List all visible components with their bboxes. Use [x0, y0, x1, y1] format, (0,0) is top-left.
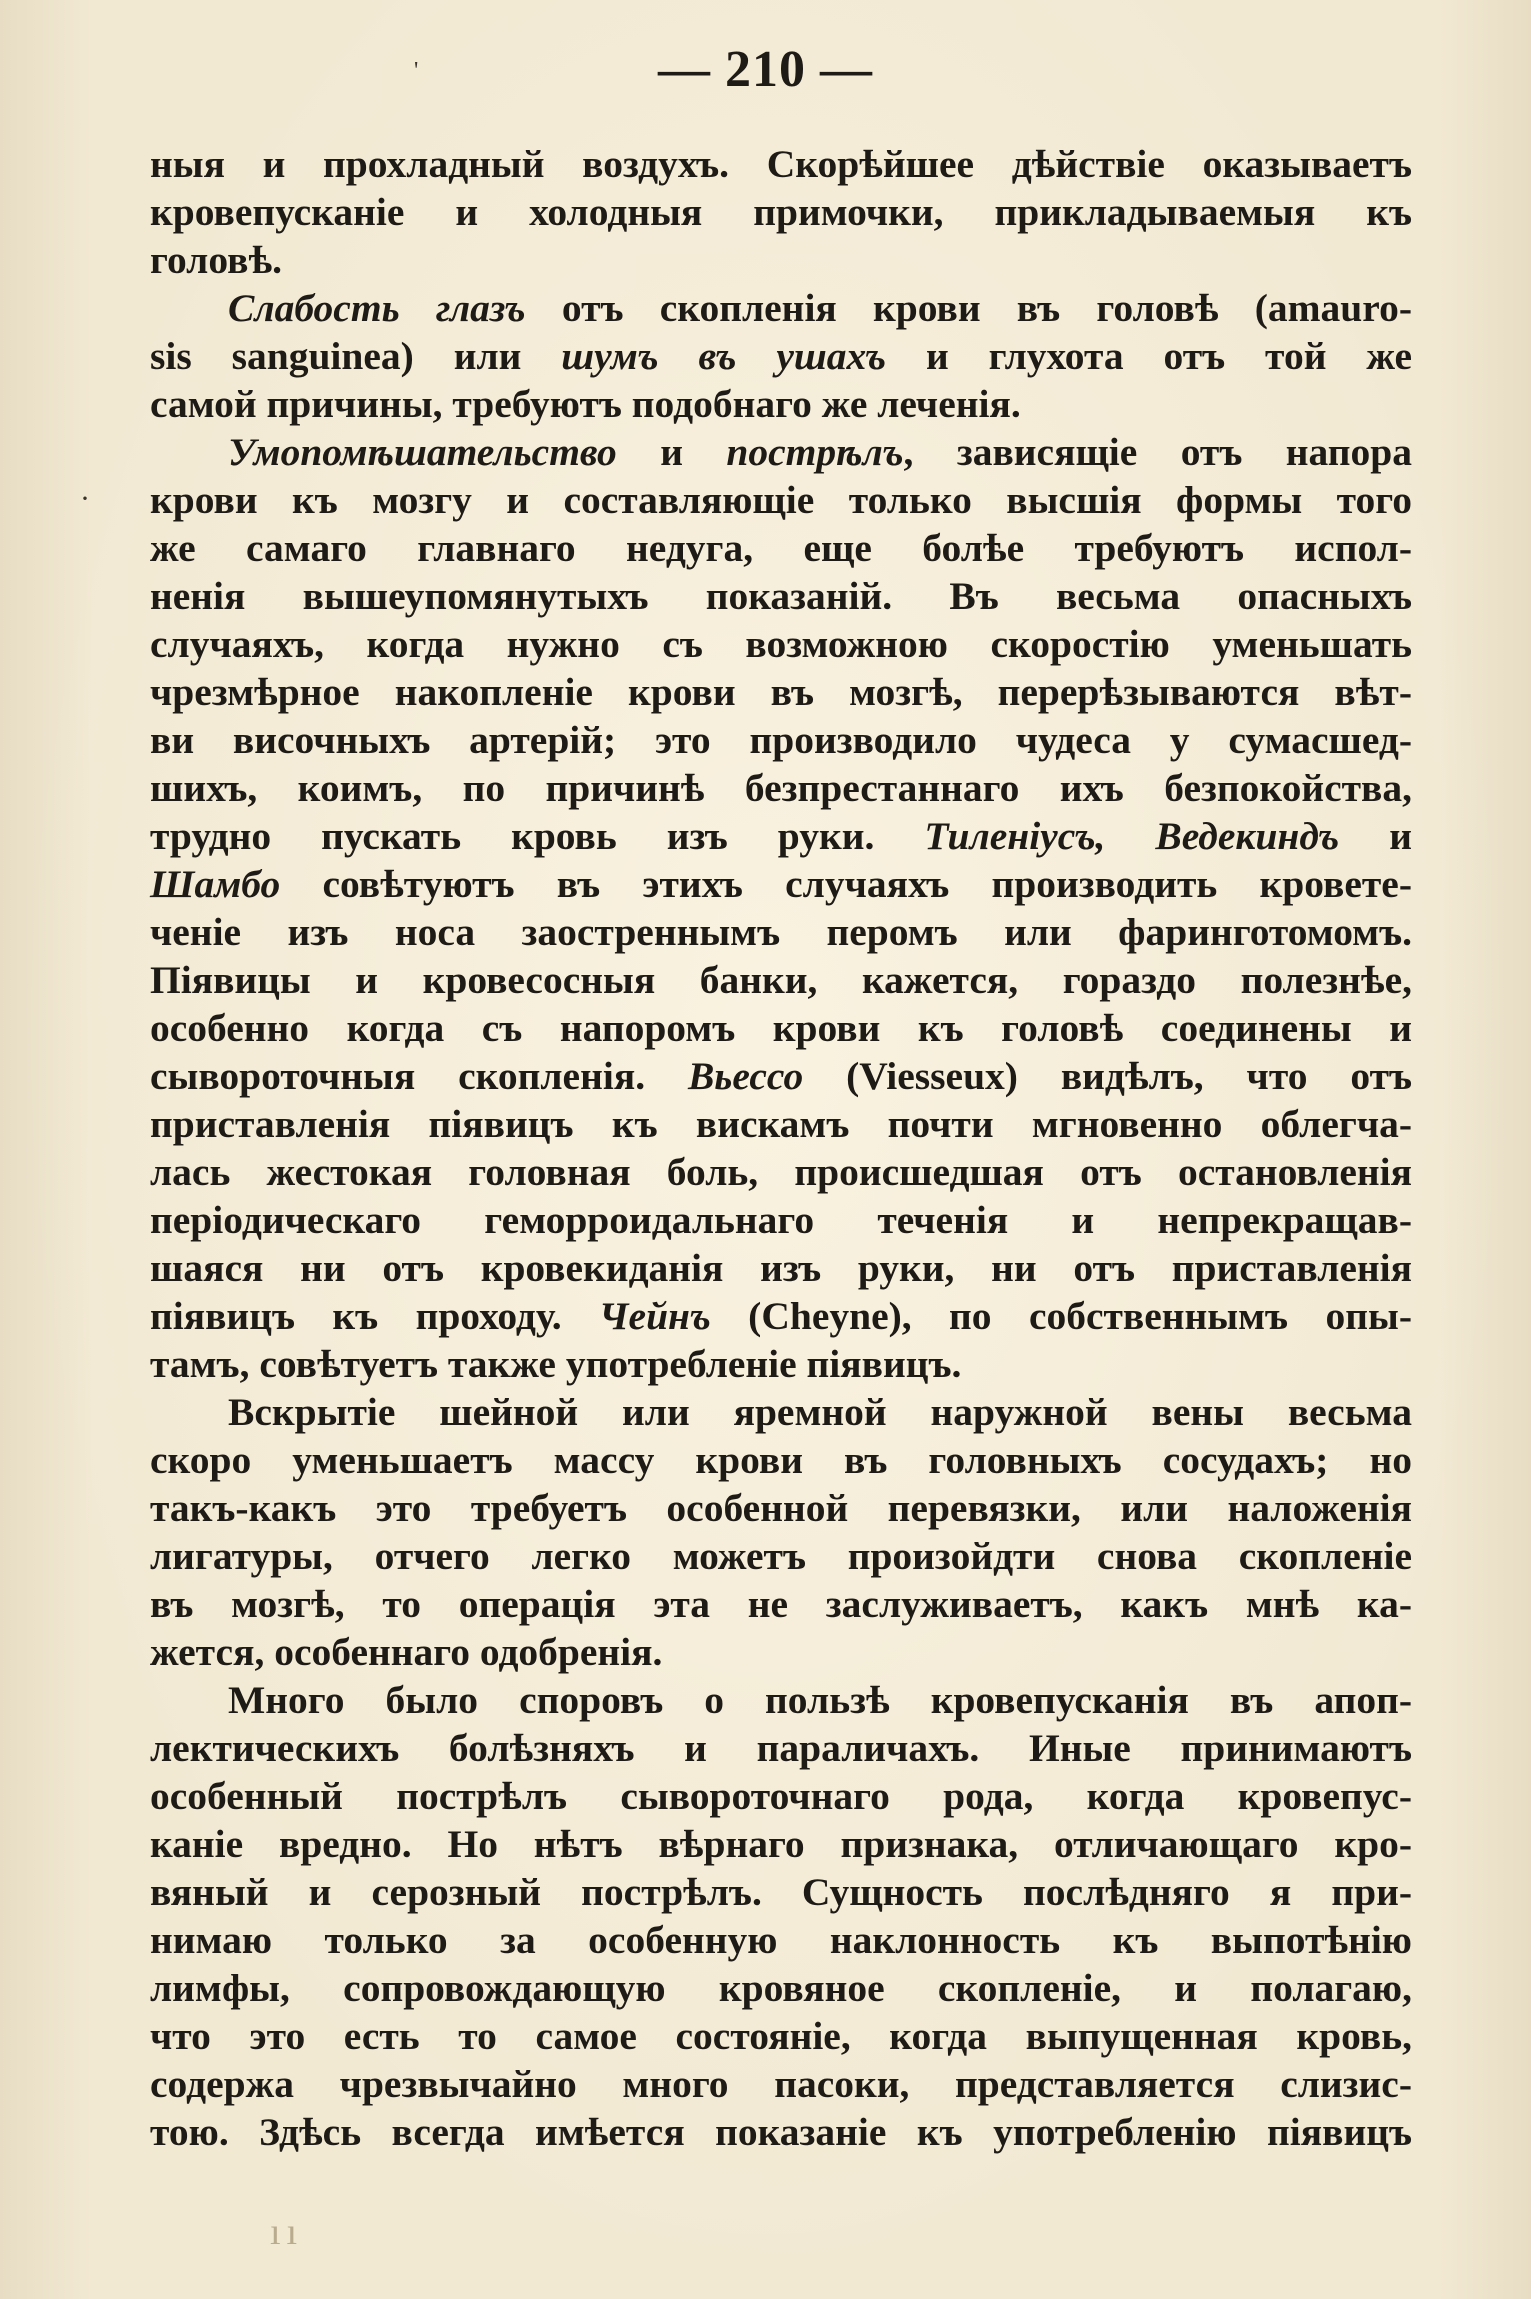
text-line	[150, 812, 1412, 860]
italic-name: Шамбо	[150, 862, 281, 906]
text-line	[150, 524, 1412, 572]
text-run: лигатуры, отчего легко можетъ произойдти снова скопленіе	[150, 1534, 1412, 1578]
text-line	[150, 188, 1412, 236]
text-line	[150, 2108, 1412, 2156]
text-line	[150, 620, 1412, 668]
text-run: Піявицы и кровесосныя банки, кажется, гораздо полезнѣе,	[150, 958, 1412, 1002]
text-run: періодическаго геморроидальнаго теченія и непрекращав-	[150, 1198, 1412, 1242]
text-run: тою. Здѣсь всегда имѣется показаніе къ употребленію піявицъ	[150, 2110, 1412, 2154]
text-run: въ мозгѣ, то операція эта не заслуживаетъ, какъ мнѣ ка-	[150, 1582, 1412, 1626]
text-line	[150, 2012, 1412, 2060]
text-run: Вскрытіе шейной или яремной наружной вены весьма	[228, 1390, 1412, 1434]
text-run: особенный пострѣлъ сывороточнаго рода, когда кровепус-	[150, 1774, 1412, 1818]
text-run: что это есть то самое состояніе, когда выпущенная кровь,	[150, 2014, 1412, 2058]
text-run: особенно когда съ напоромъ крови къ головѣ соединены и	[150, 1006, 1412, 1050]
text-run: случаяхъ, когда нужно съ возможною скоростію уменьшать	[150, 622, 1412, 666]
text-line	[150, 668, 1412, 716]
text-line	[150, 1100, 1412, 1148]
text-line	[150, 908, 1412, 956]
text-line	[150, 1052, 1412, 1100]
text-run: приставленія піявицъ къ вискамъ почти мгновенно облегча-	[150, 1102, 1412, 1146]
margin-dot-mark: ·	[80, 482, 90, 515]
text-run: ненія вышеупомянутыхъ показаній. Въ весьма опасныхъ	[150, 574, 1412, 618]
text-run: содержа чрезвычайно много пасоки, представляется слизис-	[150, 2062, 1412, 2106]
text-line	[150, 1292, 1412, 1340]
text-line	[150, 1532, 1412, 1580]
text-run: и	[616, 430, 727, 474]
text-line	[150, 1772, 1412, 1820]
text-line	[150, 1868, 1412, 1916]
text-line	[150, 1148, 1412, 1196]
text-run: же самаго главнаго недуга, еще болѣе требуютъ испол-	[150, 526, 1412, 570]
text-run: трудно пускать кровь изъ руки.	[150, 814, 925, 858]
text-run: Много было споровъ о пользѣ кровепусканія въ апоп-	[228, 1678, 1412, 1722]
text-line	[150, 860, 1412, 908]
text-run: крови къ мозгу и составляющіе только высшія формы того	[150, 478, 1412, 522]
text-run: шихъ, коимъ, по причинѣ безпрестаннаго ихъ безпокойства,	[150, 766, 1412, 810]
text-line	[150, 1196, 1412, 1244]
text-run: (Viesseux) видѣлъ, что отъ	[803, 1054, 1413, 1098]
text-line	[150, 2060, 1412, 2108]
text-line	[150, 236, 1412, 284]
text-run: головѣ.	[150, 238, 283, 282]
text-run: отъ скопленія крови въ головѣ (amauro-	[525, 286, 1412, 330]
text-line	[150, 764, 1412, 812]
text-run: ви височныхъ артерій; это производило чудеса у сумасшед-	[150, 718, 1412, 762]
text-run: такъ-какъ это требуетъ особенной перевязки, или наложенія	[150, 1486, 1412, 1530]
text-run: самой причины, требуютъ подобнаго же леченія.	[150, 382, 1021, 426]
text-line	[150, 1004, 1412, 1052]
text-line	[150, 1244, 1412, 1292]
italic-name: пострѣлъ	[726, 430, 904, 474]
text-line	[150, 1580, 1412, 1628]
text-run: ныя и прохладный воздухъ. Скорѣйшее дѣйствіе оказываетъ	[150, 142, 1412, 186]
text-line	[150, 1916, 1412, 1964]
paragraph-first-line	[150, 1388, 1412, 1436]
text-line	[150, 1964, 1412, 2012]
text-run: кровепусканіе и холодныя примочки, прикладываемыя къ	[150, 190, 1412, 234]
text-run: sis sanguinea) или	[150, 334, 562, 378]
text-line	[150, 1724, 1412, 1772]
text-run: совѣтуютъ въ этихъ случаяхъ производить кровете-	[280, 862, 1412, 906]
text-run: , зависящіе отъ напора	[903, 430, 1412, 474]
text-run: скоро уменьшаетъ массу крови въ головныхъ сосудахъ; но	[150, 1438, 1412, 1482]
text-line	[150, 1820, 1412, 1868]
text-line	[150, 1628, 1412, 1676]
text-run: лась жестокая головная боль, происшедшая отъ остановленія	[150, 1150, 1412, 1194]
paragraph-first-line	[150, 284, 1412, 332]
text-run: лимфы, сопровождающую кровяное скопленіе, и полагаю,	[150, 1966, 1412, 2010]
italic-name: Вьессо	[687, 1054, 804, 1098]
text-line	[150, 1436, 1412, 1484]
text-run: каніе вредно. Но нѣтъ вѣрнаго признака, отличающаго кро-	[150, 1822, 1412, 1866]
text-run: нимаю только за особенную наклонность къ выпотѣнію	[150, 1918, 1412, 1962]
text-run: ченіе изъ носа заостреннымъ перомъ или фаринготомомъ.	[150, 910, 1412, 954]
italic-name: Слабость глазъ	[228, 286, 526, 330]
text-line	[150, 572, 1412, 620]
text-line	[150, 716, 1412, 764]
footer-smudge-mark: ıı	[270, 2211, 304, 2253]
text-run: шаяся ни отъ кровекиданія изъ руки, ни отъ приставленія	[150, 1246, 1412, 1290]
italic-name: шумъ въ ушахъ	[561, 334, 887, 378]
text-line	[150, 140, 1412, 188]
text-line	[150, 380, 1412, 428]
text-run: тамъ, совѣтуетъ также употребленіе піявицъ.	[150, 1342, 962, 1386]
paragraph-first-line	[150, 428, 1412, 476]
text-run: и	[1339, 814, 1412, 858]
text-run: лектическихъ болѣзняхъ и параличахъ. Иные принимаютъ	[150, 1726, 1412, 1770]
italic-name: Умопомѣшательство	[228, 430, 617, 474]
paragraph-first-line	[150, 1676, 1412, 1724]
text-run: жется, особеннаго одобренія.	[150, 1630, 663, 1674]
text-line	[150, 956, 1412, 1004]
page-number: — 210 —	[658, 41, 873, 98]
text-run: и глухота отъ той же	[886, 334, 1413, 378]
text-run: чрезмѣрное накопленіе крови въ мозгѣ, перерѣзываются вѣт-	[150, 670, 1412, 714]
text-run: піявицъ къ проходу.	[150, 1294, 599, 1338]
body-text	[150, 140, 1412, 2156]
text-run: (Cheyne), по собственнымъ опы-	[710, 1294, 1412, 1338]
text-line	[150, 1340, 1412, 1388]
margin-tick-mark: '	[414, 58, 419, 84]
text-line	[150, 476, 1412, 524]
italic-name: Чейнъ	[598, 1294, 711, 1338]
text-line	[150, 1484, 1412, 1532]
text-run: сывороточныя скопленія.	[150, 1054, 688, 1098]
italic-name: Тиленіусъ, Ведекиндъ	[924, 814, 1340, 858]
text-run: вяный и серозный пострѣлъ. Сущность послѣдняго я при-	[150, 1870, 1412, 1914]
text-line	[150, 332, 1412, 380]
